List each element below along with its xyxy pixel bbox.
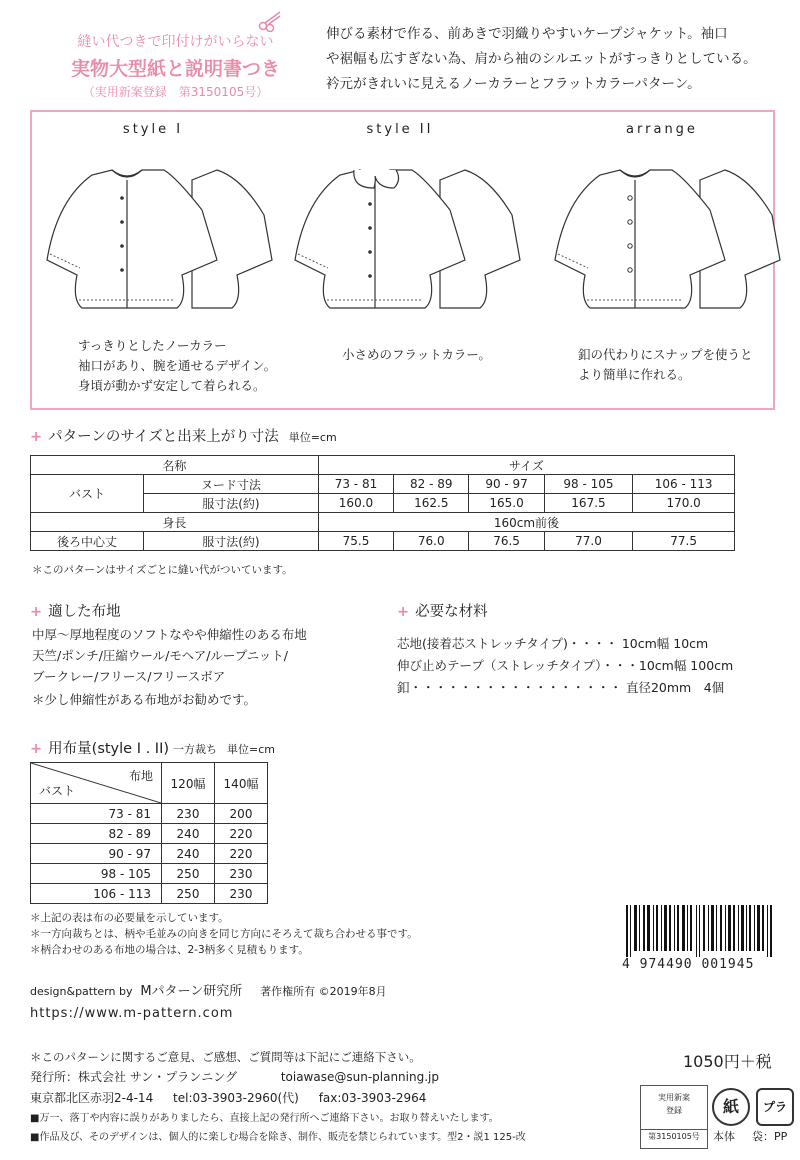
yardage-unit: 単位=cm [227, 743, 275, 756]
utility-line3: 第3150105号 [641, 1129, 707, 1143]
material-item: 釦・・・・・・・・・・・・・・・・・ 直径20mm 4個 [397, 680, 725, 695]
arrange-description [578, 345, 753, 385]
plastic-label: 袋：PP [752, 1130, 788, 1143]
fabric-heading-text: 適した布地 [48, 604, 121, 620]
size-cell: 90 - 97 [469, 475, 544, 494]
style1-description [78, 336, 276, 396]
bust-garment-cell: 167.5 [544, 494, 633, 513]
yardage-note: ＊一方向裁ちとは、柄や毛並みの向きを同じ方向にそろえて裁ち合わせる事です。 [30, 928, 418, 940]
back-garment-label: 服寸法(約) [144, 532, 319, 551]
yardage-w120: 250 [162, 884, 215, 904]
style2-title: style II [366, 122, 434, 137]
barcode-bars [622, 905, 784, 957]
style1-illustration [42, 150, 282, 324]
style2-description [342, 345, 491, 365]
fabric-list [32, 624, 307, 710]
yardage-w140: 200 [215, 804, 268, 824]
back-length-cell: 76.0 [394, 532, 469, 551]
material-item: 伸び止めテープ（ストレッチタイプ）・・・10cm幅 100cm [397, 658, 734, 673]
copyright: 著作権所有 ©2019年8月 [260, 985, 387, 998]
intro-line: 伸びる素材で作る、前あきで羽織りやすいケープジャケット。袖口 [326, 26, 728, 42]
yardage-w140: 230 [215, 864, 268, 884]
fabric-line: 天竺/ポンチ/圧縮ウール/モヘア/ループニット/ [32, 648, 288, 663]
utility-line2: 登録 [666, 1106, 682, 1115]
materials-list [397, 633, 733, 699]
yardage-size: 90 - 97 [31, 844, 162, 864]
yardage-row [31, 844, 268, 864]
size-cell: 98 - 105 [544, 475, 633, 494]
barcode-number: 4 974490 001945 [622, 957, 755, 972]
bust-garment-cell: 160.0 [318, 494, 393, 513]
back-length-cell: 77.5 [633, 532, 735, 551]
style1-title: style I [122, 122, 184, 137]
fabric-line: ブークレー/フリース/フリースボア [32, 669, 226, 684]
bust-garment-cell: 162.5 [394, 494, 469, 513]
size-table [30, 455, 735, 551]
desc-line: 小さめのフラットカラー。 [342, 347, 491, 362]
bust-garment-cell: 170.0 [633, 494, 735, 513]
col-140: 140幅 [215, 763, 268, 804]
barcode [622, 905, 784, 972]
publisher: 発行所：株式会社 サン・プランニング [30, 1070, 237, 1084]
desc-line: より簡単に作れる。 [578, 367, 691, 382]
fabric-note: ＊少し伸縮性がある布地がお勧めです。 [32, 692, 257, 707]
yardage-w140: 220 [215, 824, 268, 844]
yardage-table-wrap [30, 762, 268, 904]
size-cell: 73 - 81 [318, 475, 393, 494]
paper-recycle-icon: 紙 [712, 1088, 750, 1126]
yardage-size: 98 - 105 [31, 864, 162, 884]
email[interactable]: toiawase@sun-planning.jp [280, 1070, 439, 1084]
plastic-recycle-icon: プラ [756, 1088, 794, 1126]
yardage-note: ＊柄合わせのある布地の場合は、2-3柄多く見積もります。 [30, 944, 309, 956]
tagline-line1: 縫い代つきで印付けがいらない [77, 34, 274, 50]
fabric-heading [30, 600, 121, 621]
plus-icon: + [30, 741, 43, 757]
yardage-row [31, 864, 268, 884]
back-length-cell: 77.0 [544, 532, 633, 551]
bust-garment-cell: 165.0 [469, 494, 544, 513]
paper-label: 本体 [713, 1130, 735, 1143]
yardage-row [31, 884, 268, 904]
company-name: Mパターン研究所 [140, 984, 243, 999]
tagline-line2: 実物大型紙と説明書つき [70, 58, 280, 80]
height-value: 160cm前後 [318, 513, 734, 532]
yardage-w140: 220 [215, 844, 268, 864]
size-cell: 82 - 89 [394, 475, 469, 494]
notice-2: ■作品及び、そのデザインは、個人的に楽しむ場合を除き、制作、販売を禁じられています。型2・説1 125-改 [30, 1132, 526, 1143]
size-note: ＊このパターンはサイズごとに縫い代がついています。 [32, 564, 293, 576]
plus-icon: + [30, 429, 43, 445]
yardage-row [31, 824, 268, 844]
desc-line: 袖口があり、腕を通せるデザイン。 [78, 358, 277, 373]
material-item: 芯地(接着芯ストレッチタイプ)・・・・ 10cm幅 10cm [397, 636, 709, 651]
yardage-header-corner [31, 763, 162, 804]
back-length-cell: 75.5 [318, 532, 393, 551]
yardage-table [30, 762, 268, 904]
yardage-notes [30, 910, 418, 958]
address: 東京都北区赤羽2-4-14 [30, 1091, 154, 1105]
credits [30, 982, 387, 1001]
yardage-size: 82 - 89 [31, 824, 162, 844]
yardage-heading-text: 用布量(style I . II) [48, 741, 170, 757]
intro-line: 衿元がきれいに見えるノーカラーとフラットカラーパターン。 [326, 76, 701, 92]
publisher-line [30, 1068, 439, 1087]
desc-line: すっきりとしたノーカラー [78, 338, 227, 353]
yardage-row [31, 804, 268, 824]
nude-label: ヌード寸法 [144, 475, 319, 494]
intro-line: や裾幅も広すぎない為、肩から袖のシルエットがすっきりとしている。 [326, 51, 757, 67]
col-fabric: 布地 [128, 769, 153, 783]
name-label: 名称 [31, 456, 319, 475]
yardage-w140: 230 [215, 884, 268, 904]
yardage-w120: 240 [162, 844, 215, 864]
fax: fax:03-3903-2964 [318, 1091, 427, 1105]
tagline [48, 33, 303, 100]
yardage-w120: 230 [162, 804, 215, 824]
col-bust: バスト [39, 784, 76, 798]
yardage-w120: 250 [162, 864, 215, 884]
size-section-heading [30, 425, 337, 446]
materials-heading-text: 必要な材料 [415, 604, 488, 620]
tagline-line3: （実用新案登録 第3150105号） [82, 85, 269, 99]
yardage-w120: 240 [162, 824, 215, 844]
back-length-cell: 76.5 [469, 532, 544, 551]
size-unit: 単位=cm [288, 431, 337, 444]
size-heading-text: パターンのサイズと出来上がり寸法 [48, 429, 279, 445]
arrange-title: arrange [626, 122, 698, 137]
notice-1: ■万一、落丁や内容に誤りがありましたら、直接上記の発行所へご連絡下さい。お取り替えいたします。 [30, 1113, 499, 1124]
yardage-heading [30, 737, 275, 758]
materials-heading [397, 600, 488, 621]
website-link[interactable]: https://www.m-pattern.com [30, 1006, 234, 1021]
yardage-size: 73 - 81 [31, 804, 162, 824]
arrange-illustration [550, 150, 790, 324]
garment-label: 服寸法(約) [144, 494, 319, 513]
height-label: 身長 [31, 513, 319, 532]
contact-note: ＊このパターンに関するご意見、ご感想、ご質問等は下記にご連絡下さい。 [30, 1050, 421, 1064]
desc-line: 身頃が動かず安定して着られる。 [78, 378, 266, 393]
yardage-note: ＊上記の表は布の必要量を示しています。 [30, 912, 229, 924]
size-cell: 106 - 113 [633, 475, 735, 494]
plus-icon: + [30, 604, 43, 620]
yardage-size: 106 - 113 [31, 884, 162, 904]
utility-box [640, 1085, 708, 1149]
price: 1050円＋税 [683, 1052, 772, 1071]
back-label: 後ろ中心丈 [31, 532, 144, 551]
desc-line: 釦の代わりにスナップを使うと [578, 347, 753, 362]
fabric-line: 中厚〜厚地程度のソフトなやや伸縮性のある布地 [32, 627, 307, 642]
intro-text [326, 22, 788, 97]
design-label: design&pattern by [30, 985, 133, 998]
size-label: サイズ [318, 456, 734, 475]
tel: tel:03-3903-2960(代) [173, 1091, 299, 1105]
style2-illustration [290, 150, 530, 324]
plus-icon: + [397, 604, 410, 620]
yardage-sub: 一方裁ち [173, 743, 218, 756]
utility-line1: 実用新案 [658, 1093, 690, 1102]
bust-label: バスト [31, 475, 144, 513]
col-120: 120幅 [162, 763, 215, 804]
address-line [30, 1089, 426, 1108]
